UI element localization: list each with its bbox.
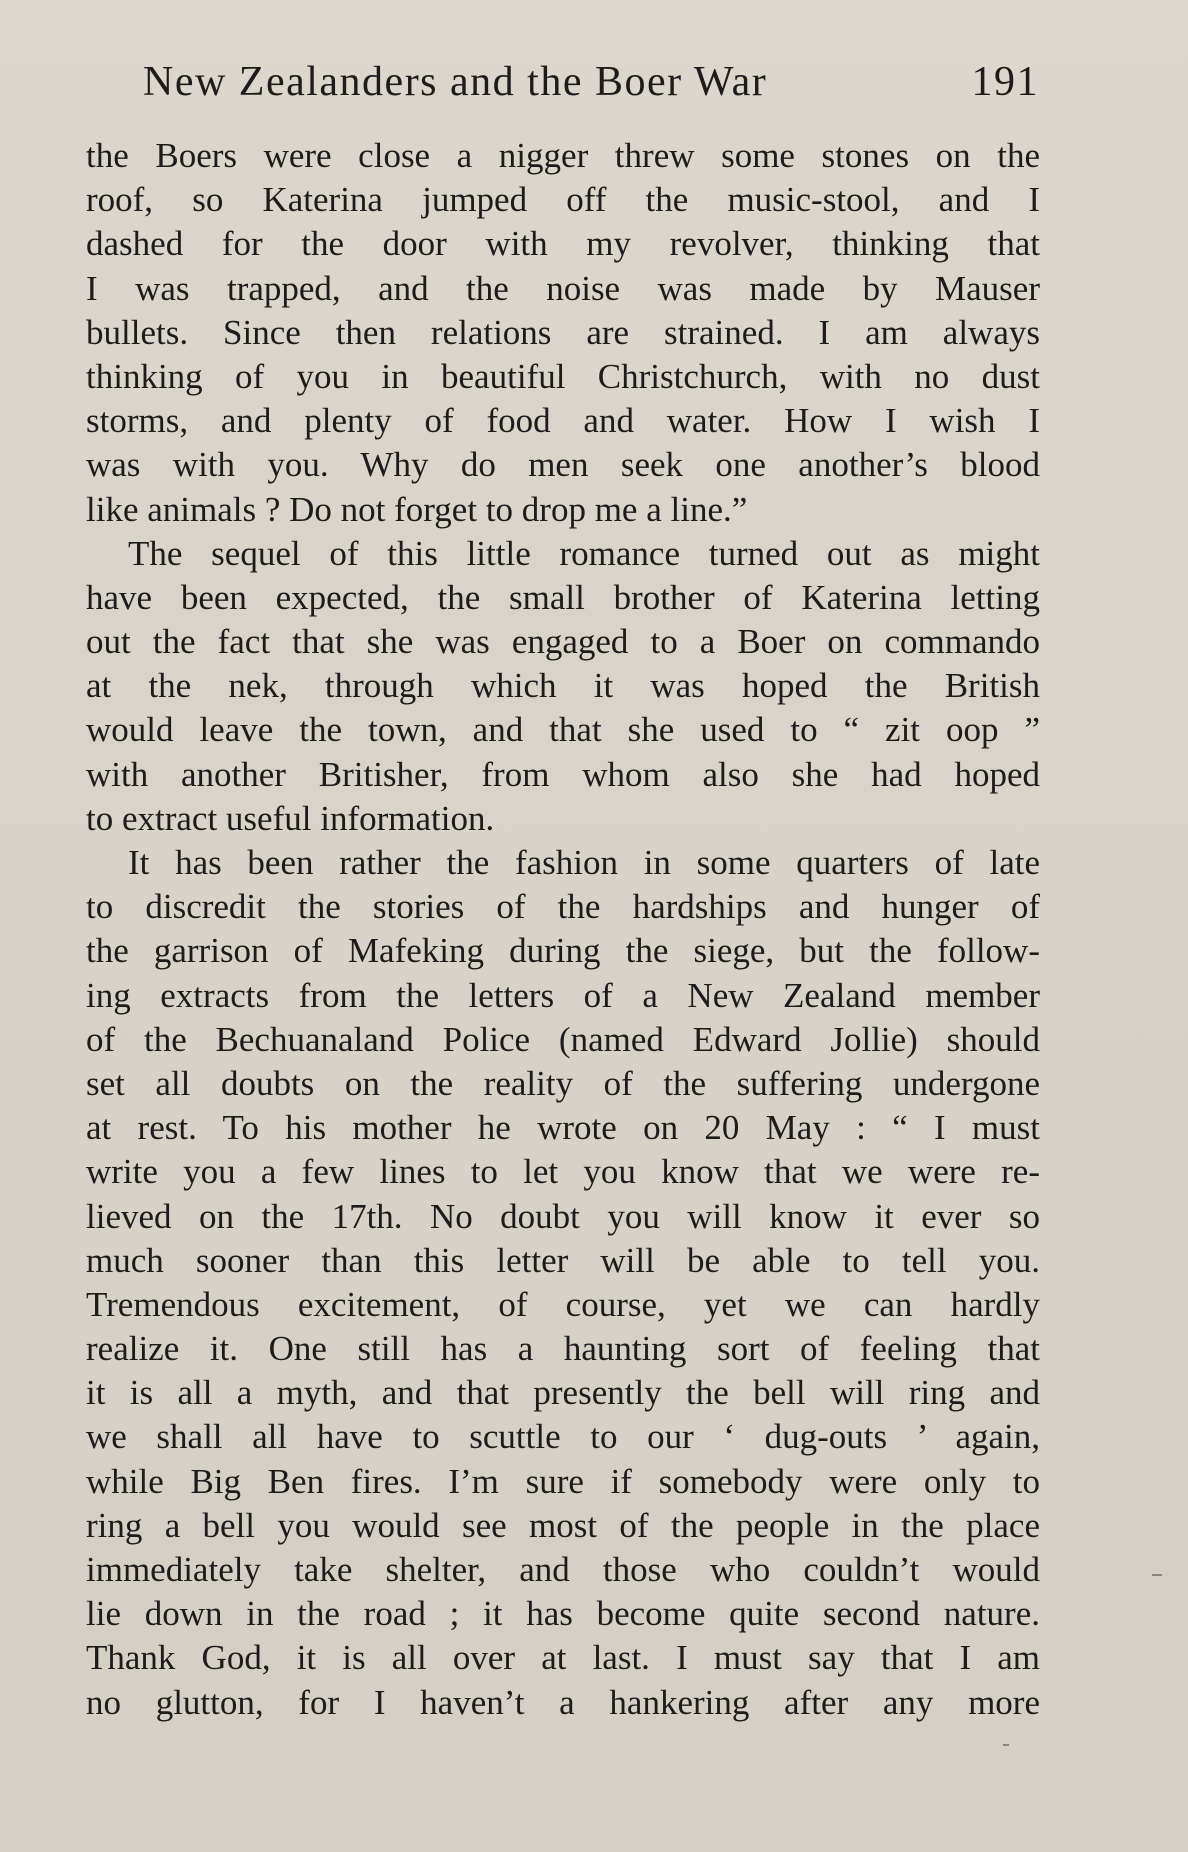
- text-line: was with you. Why do men seek one another’s blood: [86, 445, 1040, 485]
- text-line: at the nek, through which it was hoped the British: [86, 666, 1040, 706]
- text-line: ring a bell you would see most of the people in the place: [86, 1505, 1040, 1545]
- text-line: no glutton, for I haven’t a hankering after any more: [86, 1682, 1040, 1722]
- text-line: have been expected, the small brother of Katerina letting: [86, 577, 1040, 617]
- text-line: with another Britisher, from whom also she had hoped: [86, 754, 1040, 794]
- text-line: bullets. Since then relations are strained. I am always: [86, 312, 1040, 352]
- text-line: storms, and plenty of food and water. How I wish I: [86, 401, 1040, 441]
- text-line: roof, so Katerina jumped off the music-stool, and I: [86, 180, 1040, 220]
- text-line: set all doubts on the reality of the suffering undergone: [86, 1063, 1040, 1103]
- text-line: at rest. To his mother he wrote on 20 May : “ I must: [86, 1108, 1040, 1148]
- text-line: to discredit the stories of the hardships and hunger of: [86, 887, 1040, 927]
- text-line: Tremendous excitement, of course, yet we can hardly: [86, 1284, 1040, 1324]
- text-line: of the Bechuanaland Police (named Edward Jollie) should: [86, 1019, 1040, 1059]
- text-line: Thank God, it is all over at last. I must say that I am: [86, 1638, 1040, 1678]
- text-line: It has been rather the fashion in some quarters of late: [128, 843, 1040, 882]
- text-line: much sooner than this letter will be able to tell you.: [86, 1240, 1040, 1280]
- margin-mark: [1152, 1574, 1162, 1576]
- text-line: ing extracts from the letters of a New Zealand member: [86, 975, 1040, 1015]
- text-line: while Big Ben fires. I’m sure if somebody were only to: [86, 1461, 1040, 1501]
- text-line: would leave the town, and that she used to “ zit oop ”: [86, 710, 1040, 750]
- text-line: like animals ? Do not forget to drop me a line.”: [86, 489, 748, 529]
- text-line: lieved on the 17th. No doubt you will know it ever so: [86, 1196, 1040, 1236]
- body-text: [86, 134, 1040, 1725]
- text-line: thinking of you in beautiful Christchurch, with no dust: [86, 356, 1040, 396]
- text-line: out the fact that she was engaged to a Boer on commando: [86, 622, 1040, 662]
- text-line: we shall all have to scuttle to our ‘ dug-outs ’ again,: [86, 1417, 1040, 1457]
- text-line: it is all a myth, and that presently the bell will ring and: [86, 1373, 1040, 1413]
- text-line: dashed for the door with my revolver, thinking that: [86, 224, 1040, 264]
- text-line: lie down in the road ; it has become quite second nature.: [86, 1594, 1040, 1634]
- page-number: 191: [971, 59, 1039, 105]
- text-line: I was trapped, and the noise was made by Mauser: [86, 268, 1040, 308]
- text-line: realize it. One still has a haunting sort of feeling that: [86, 1329, 1040, 1369]
- text-line: immediately take shelter, and those who couldn’t would: [86, 1550, 1040, 1589]
- running-title: New Zealanders and the Boer War: [143, 59, 768, 105]
- text-line: write you a few lines to let you know that we were re-: [86, 1152, 1040, 1192]
- running-header: [143, 58, 1039, 118]
- margin-mark: [1003, 1744, 1009, 1746]
- text-line: the garrison of Mafeking during the siege, but the follow-: [86, 931, 1040, 971]
- text-line: to extract useful information.: [86, 798, 495, 838]
- text-line: The sequel of this little romance turned out as might: [128, 533, 1040, 573]
- text-line: the Boers were close a nigger threw some stones on the: [86, 136, 1040, 175]
